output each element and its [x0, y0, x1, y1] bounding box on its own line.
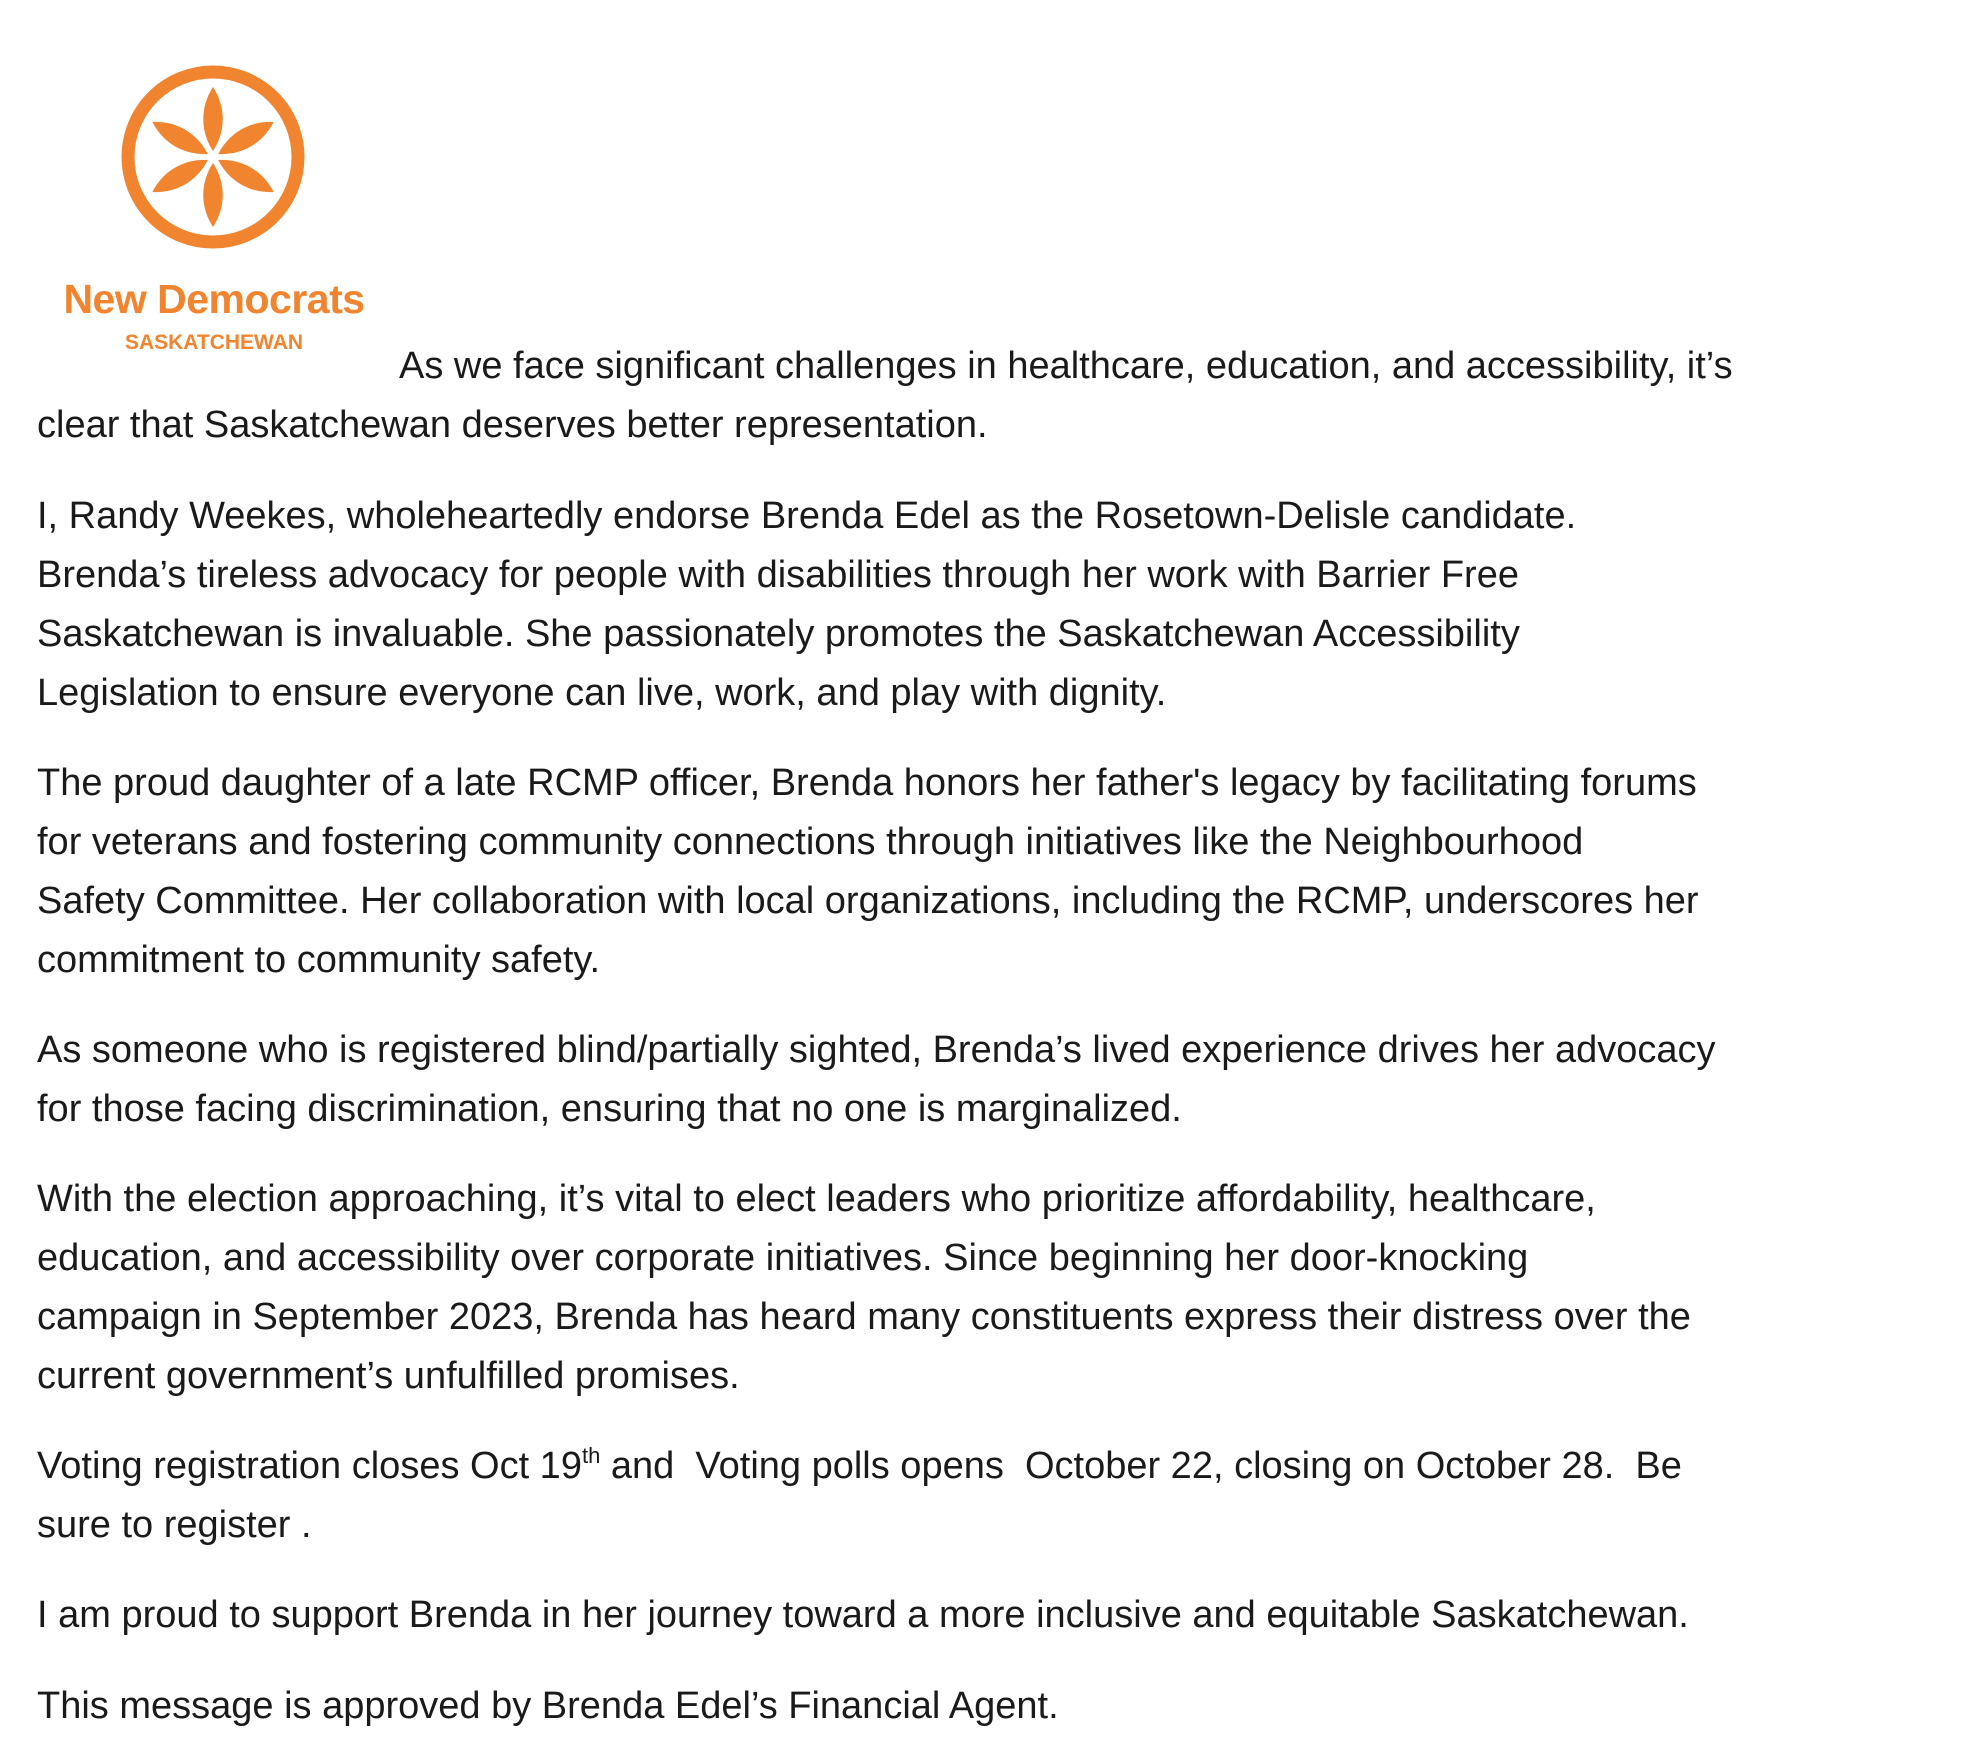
text-line: commitment to community safety. — [37, 939, 601, 981]
text-line: campaign in September 2023, Brenda has heard many constituents express their distress over the — [37, 1296, 1691, 1338]
paragraph-election — [37, 1170, 1691, 1406]
voting-text-end: and Voting polls opens October 22, closing on October 28. Be — [600, 1445, 1682, 1487]
text-line: Brenda’s tireless advocacy for people with disabilities through her work with Barrier Free — [37, 554, 1519, 596]
voting-text-start: Voting registration closes Oct 19 — [37, 1445, 582, 1487]
text-line — [37, 1437, 1682, 1496]
text-line: sure to register . — [37, 1504, 312, 1546]
paragraph-background — [37, 754, 1699, 990]
paragraph-voting-dates — [37, 1437, 1682, 1555]
text-line: Legislation to ensure everyone can live, work, and play with dignity. — [37, 672, 1167, 714]
text-line: I am proud to support Brenda in her journey toward a more inclusive and equitable Saskatchewan. — [37, 1594, 1689, 1636]
ordinal-suffix: th — [581, 1443, 601, 1468]
text-line: Saskatchewan is invaluable. She passionately promotes the Saskatchewan Accessibility — [37, 613, 1520, 655]
text-line: The proud daughter of a late RCMP officer, Brenda honors her father's legacy by facilitating forums — [37, 762, 1697, 804]
text-line: I, Randy Weekes, wholeheartedly endorse Brenda Edel as the Rosetown-Delisle candidate. — [37, 495, 1577, 537]
logo-name: New Democrats — [63, 276, 365, 322]
text-line: clear that Saskatchewan deserves better representation. — [37, 404, 988, 446]
text-line: As someone who is registered blind/partially sighted, Brenda’s lived experience drives her advocacy — [37, 1029, 1716, 1071]
paragraph-endorsement — [37, 487, 1576, 723]
paragraph-approval — [37, 1677, 1059, 1736]
text-line: With the election approaching, it’s vital to elect leaders who prioritize affordability, healthcare, — [37, 1178, 1596, 1220]
text-line: education, and accessibility over corporate initiatives. Since beginning her door-knocking — [37, 1237, 1529, 1279]
ndp-logo — [44, 64, 384, 364]
text-line: Safety Committee. Her collaboration with local organizations, including the RCMP, underscores her — [37, 880, 1699, 922]
text-line: As we face significant challenges in healthcare, education, and accessibility, it’s — [399, 345, 1733, 387]
flower-emblem-icon — [120, 64, 306, 250]
paragraph-intro — [37, 337, 1733, 455]
logo-subtitle: SASKATCHEWAN — [124, 331, 304, 354]
paragraph-support — [37, 1586, 1689, 1645]
text-line: current government’s unfulfilled promises. — [37, 1355, 740, 1397]
text-line: for veterans and fostering community connections through initiatives like the Neighbourhood — [37, 821, 1584, 863]
text-line: This message is approved by Brenda Edel’s Financial Agent. — [37, 1685, 1059, 1727]
text-line: for those facing discrimination, ensuring that no one is marginalized. — [37, 1088, 1182, 1130]
paragraph-lived-experience — [37, 1021, 1716, 1139]
